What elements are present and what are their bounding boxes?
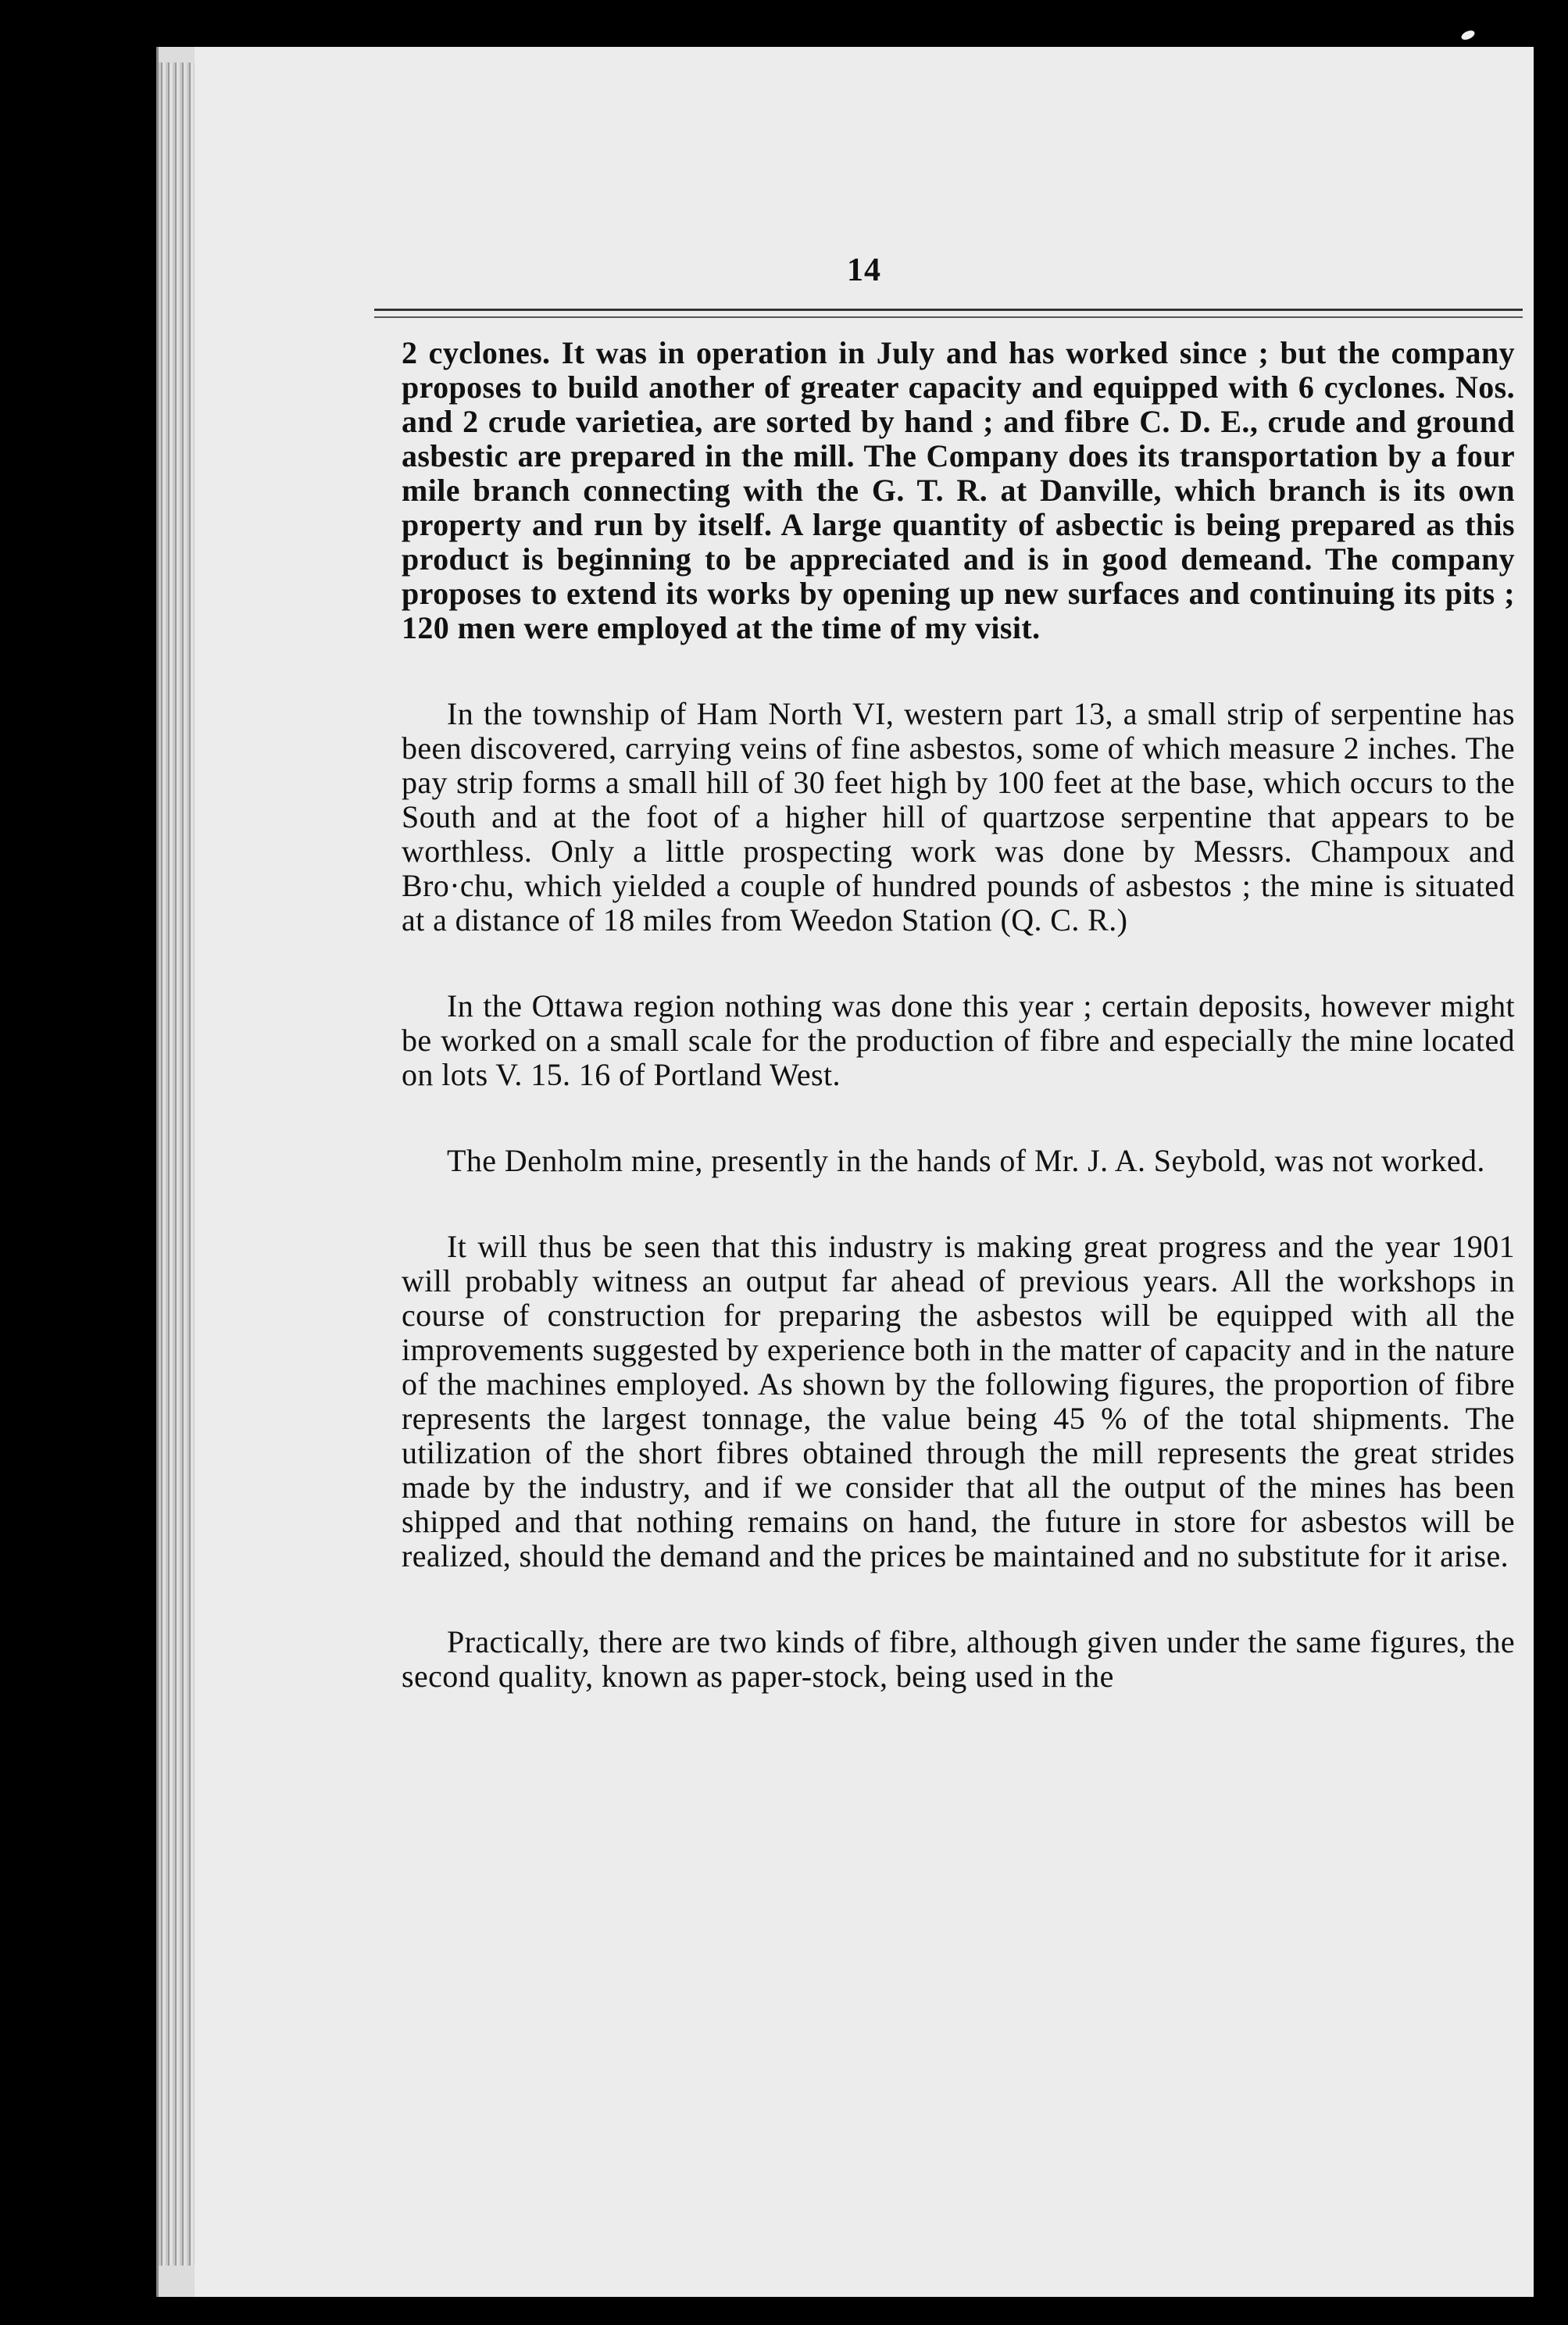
paragraph-6: Practically, there are two kinds of fibre, although given under the same figures, the second quality, known as paper-stock, being used in the: [402, 1624, 1515, 1694]
scan-speck: [1460, 29, 1477, 42]
document-page: [195, 47, 1534, 2297]
paragraph-3: In the Ottawa region nothing was done this year ; certain deposits, however might be worked on a small scale for the production of fibre and especially the mine located on lots V. 15. 16 of Portland West.: [402, 988, 1515, 1092]
paragraph-1: 2 cyclones. It was in operation in July and has worked since ; but the company proposes to build another of greater capacity and equipped with 6 cyclones. Nos. and 2 crude varietiea, are sorted by hand ; and fibre C. D. E., crude and ground asbestic are prepared in the mill. The Company does its transportation by a four mile branch connecting with the G. T. R. at Danville, which branch is its own property and run by itself. A large quantity of asbectic is being prepared as this product is beginning to be appreciated and is in good demeand. The company proposes to extend its works by opening up new surfaces and continuing its pits ; 120 men were employed at the time of my visit.: [402, 335, 1515, 645]
book-page-stack: [156, 47, 1534, 2297]
paragraph-5: It will thus be seen that this industry is making great progress and the year 1901 will probably witness an output far ahead of previous years. All the workshops in course of construction for preparing the asbestos will be equipped with all the improvements suggested by experience both in the matter of capacity and in the nature of the machines employed. As shown by the following figures, the proportion of fibre represents the largest tonnage, the value being 45 % of the total shipments. The utilization of the short fibres obtained through the mill represents the great strides made by the industry, and if we consider that all the output of the mines has been shipped and that nothing remains on hand, the future in store for asbestos will be realized, should the demand and the prices be maintained and no substitute for it arise.: [402, 1229, 1515, 1573]
page-edges: [159, 62, 195, 2266]
header-rule-secondary: [374, 316, 1523, 318]
paragraph-4: The Denholm mine, presently in the hands of Mr. J. A. Seybold, was not worked.: [447, 1143, 1485, 1178]
header-rule: [374, 309, 1523, 311]
paragraph-2: In the township of Ham North VI, western part 13, a small strip of serpentine has been discovered, carrying veins of fine asbestos, some of which measure 2 inches. The pay strip forms a small hill of 30 feet high by 100 feet at the base, which occurs to the South and at the foot of a higher hill of quartzose serpentine that appears to be worthless. Only a little prospecting work was done by Messrs. Champoux and Bro·chu, which yielded a couple of hundred pounds of asbestos ; the mine is situated at a distance of 18 miles from Weedon Station (Q. C. R.): [402, 696, 1515, 938]
body-text: [402, 336, 1515, 1694]
page-number: 14: [847, 252, 881, 288]
